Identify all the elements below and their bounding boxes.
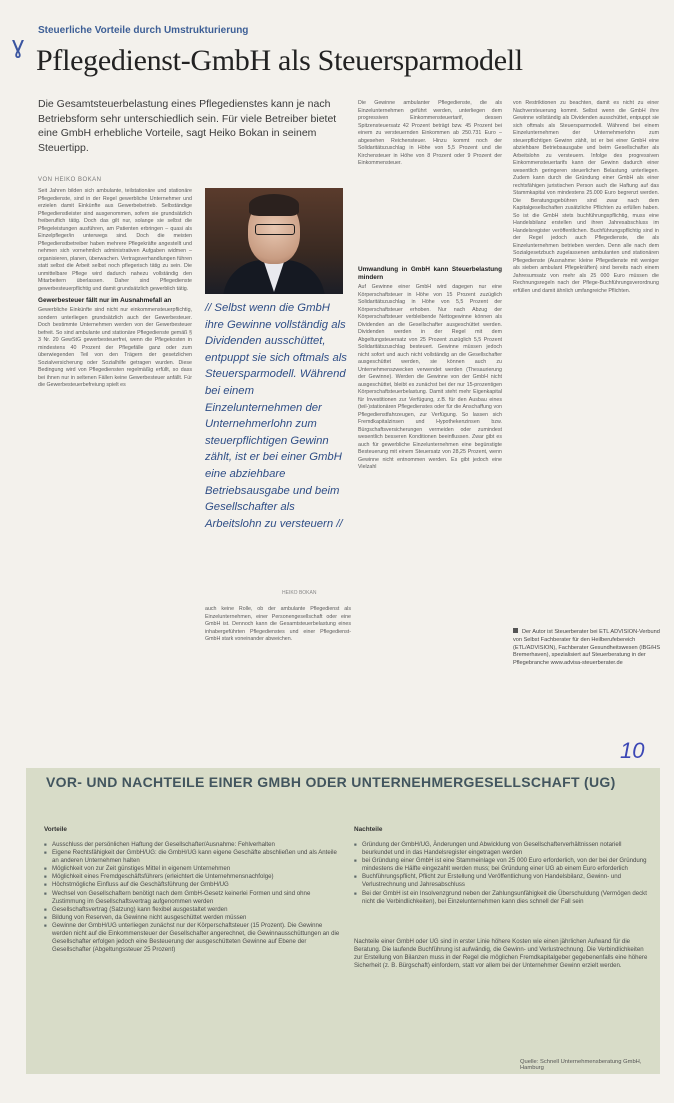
article-lead: Die Gesamtsteuerbelastung eines Pflegedienstes kann je nach Betriebsform sehr unterschiedlich sein. Für viele Betreiber bietet eine GmbH erhebliche Vorteile, sagt Heiko Bokan in seinem Steuertipp. bbox=[38, 98, 337, 154]
col1-paragraph: Seit Jahren bilden sich ambulante, teilstationäre und stationäre Pflegedienste, sind in der Regel gewerbliche Unternehmer und erzielen damit Einkünfte aus Gewerbebetrieb. Selbständige Pflegedienstleister sind ausgenommen, sofern sie grundsätzlich freiberuflich tätig. Doch das gilt nur, solange sie selbst die Pflegeleistungen ausführen, am Patienten erbringen – quasi als Einzelpfleger/in unterwegs sind. Doch die meisten Pflegedienstbetreiber haben mehrere Pflegekräfte angestellt und nehmen sich vornehmlich administrativen Aufgaben widmen – organisieren, planen, überwachen. Vertragsverhandlungen führen statt selbst die Arbeit selbst noch pflegerisch tätig zu sein. Die unmittelbare Pflege wird dadurch nahezu vollständig den Mitarbeitern überlassen. Daher sind Pflegedienste gewerbesteuerpflichtig und damit grundsätzlich gewerblich tätig. bbox=[38, 188, 192, 292]
cons-item: ■ Gründung der GmbH/UG, Änderungen und Abwicklung von Gesellschafterverhältnissen notariell beurkundet und in das Handelsregister eingetragen werden bbox=[354, 841, 650, 857]
kicker: Steuerliche Vorteile durch Umstrukturierung bbox=[38, 25, 249, 36]
box-source: Quelle: Schnell Unternehmensberatung GmbH, Hamburg bbox=[520, 1059, 642, 1071]
pros-item: ■ Gesellschaftsvertrag (Satzung) kann flexibel ausgestaltet werden bbox=[44, 906, 340, 914]
cons-list bbox=[354, 841, 650, 906]
pros-item: ■ Gewinne der GmbH/UG unterliegen zunächst nur der Körperschaftsteuer (15 Prozent). Die Gewinne werden nicht auf die Einkommensteuer der Gesellschafter angerechnet, die Gewinnausschüttungen an die Gesellschafter erfolgen jedoch eine Besteuerung der ausgeschütteten Gewinne auf Ebene der Gesellschafter (Abgeltungssteuer 25 Prozent) bbox=[44, 922, 340, 954]
col3-paragraph: Die Gewinne ambulanter Pflegedienste, die als Einzelunternehmen geführt werden, unterliegen dem progressiven Einkommensteuertarif, dessen Spitzensteuersatz 42 Prozent beträgt bzw. 45 Prozent bei einem zu versteuernden Einkommen ab 250.731 Euro – abgesehen Reichensteuer. Hinzu kommt noch der Solidaritätszuschlag in Höhe von 5,5 Prozent und die Kirchensteuer in Höhe von 8 Prozent oder 9 Prozent der Einkommensteuer. bbox=[358, 100, 502, 166]
col4-paragraph: von Restriktionen zu beachten, damit es nicht zu einer Nachversteuerung kommt. Selbst wenn die GmbH ihre Gewinne vollständig als Dividenden ausschüttet, entpuppt sie sich oftmals als Steuersparmodell. Während bei einem Einzelunternehmen der Unternehmerlohn zum steuerpflichtigen Gewinn zählt, ist er bei einer GmbH eine abziehbare Betriebsausgabe und beim Gesellschafter als Arbeitslohn zu versteuern. Infolge des progressiven Einkommensteuertarifs kann der Gewinn dadurch einer wesentlich geringeren steuerlichen Belastung unterliegen. Zudem kann durch die Gründung einer GmbH als einer rechtsfähigen juristischen Person auch die Haftung auf das Stammkapital von mindestens 25.000 Euro begrenzt werden. Die Beratungsgebühren sind zwar nach dem Kapitalgesellschaften zusätzliche Pflichten zu erfüllen haben. So ist die GmbH stets buchführungspflichtig, muss eine Handelsbilanz erstellen und ihren Jahresabschluss im Handelsregister veröffentlichen. Buchführungspflichtig sind in der Regel jedoch auch Pflegedienste, die als Einzelunternehmen betrieben werden. Denn alle nach dem Sozialgesetzbuch zugelassenen ambulanten und stationären Pflegedienste (Ausnahme: kleine Pflegedienste mit weniger als sieben ambulant Pflegekräften) sind bereits nach einem Jahresumsatz von mehr als 25 000 Euro müssen die Rechnungsregeln nach der Pflege-Buchführungsverordnung erfüllen und damit ähnlich umfangreiche Pflichten. bbox=[513, 100, 659, 294]
pros-heading: Vorteile bbox=[44, 826, 67, 833]
byline: VON HEIKO BOKAN bbox=[38, 177, 102, 183]
pros-cons-box bbox=[26, 768, 660, 1074]
col1-paragraph: Gewerbliche Einkünfte sind nicht nur einkommensteuerpflichtig, sondern unterliegen grundsätzlich auch der Gewerbesteuer. Doch bestimmte Unternehmen werden von der Gewerbesteuer befreit. So sind ambulante und stationäre Pflegedienste gemäß § 3 Nr. 20 GewStG gewerbesteuerfrei, wenn die Pflegekosten in mindestens 40 Prozent der Pflegefälle ganz oder zum überwiegenden Teil von den Trägern der gesetzlichen Sozialversicherung oder Sozialhilfe getragen wurden. Diese Bedingung wird von Pflegediensten regelmäßig erfüllt, so dass bei ihnen nur in seltenen Fällen keine Gewerbesteuer anfällt. Für die Gewerbesteuerbefreiung spielt es bbox=[38, 307, 192, 388]
bullet-square-icon bbox=[513, 628, 518, 633]
pros-item: ■ Höchstmögliche Einfluss auf die Geschäftsführung der GmbH/UG bbox=[44, 881, 340, 889]
pros-item: ■ Eigene Rechtsfähigkeit der GmbH/UG: die GmbH/UG kann eigene Geschäfte abschließen und als Anteile an anderen Unternehmen halten bbox=[44, 849, 340, 865]
handwritten-page-number: 10 bbox=[620, 738, 645, 763]
column-3-top bbox=[358, 100, 502, 258]
pros-item: ■ Bildung von Reserven, da Gewinne nicht ausgeschüttet werden müssen bbox=[44, 914, 340, 922]
pros-item: ■ Wechsel von Gesellschaftern benötigt nach dem GmbH-Gesetz keinerlei Formen und sind ohne Zustimmung im Gesellschaftsvertrag aufgenommen werden bbox=[44, 890, 340, 906]
quote-source: HEIKO BOKAN bbox=[282, 590, 317, 596]
pros-list bbox=[44, 841, 340, 954]
cons-item: ■ bei Gründung einer GmbH ist eine Stammeinlage von 25 000 Euro erforderlich, von der bei der Gründung mindestens die Hälfte eingezahlt werden muss; bei Gründung einer UG ab einem Euro erforderlich bbox=[354, 857, 650, 873]
pros-item: ■ Ausschluss der persönlichen Haftung der Gesellschafter/Ausnahme: Fehlverhalten bbox=[44, 841, 340, 849]
article-title: Pflegedienst-GmbH als Steuersparmodell bbox=[36, 44, 523, 77]
col3-paragraph: Auf Gewinne einer GmbH wird dagegen nur eine Körperschaftsteuer in Höhe von 15 Prozent zuzüglich Solidaritätszuschlag in Höhe von 5,5 Prozent der Körperschaftsteuer erhoben. Nur nach Abzug der Körperschaftsteuer verbleibende Nettogewinne können als Dividenden an die Gesellschafter ausgeschüttet werden. Dividenden werden in der Regel mit dem Abgeltungsteuersatz von 25 Prozent zuzüglich 5,5 Prozent Solidaritätszuschlag besteuert. Gewinne müssen jedoch nicht sofort und auch nicht vollständig an die Gesellschafter ausgeschüttet werden, sie können auch zu Unternehmenszwecken verwendet werden (Thesaurierung der Gewinne). Werden die Gewinne von der GmbH nicht ausgeschüttet, bleibt es zunächst bei der nur 15-prozentigen Körperschaftsteuerbelastung. Damit steht mehr Eigenkapital für Investitionen zur Verfügung, z.B. für den Ausbau eines (teil-)stationären Pflegedienstes oder für die Anschaffung von Pflegedienstfahrzeugen, zur Verfügung. So lassen sich Fremdkapitalzinsen und Hypothekenzinsen bzw. Bürgschaftsversicherungen vermeiden oder zumindest wesentlich besseren Konditionen beeinflussen. Zwar gibt es auch für gewerbliche Einzelunternehmen eine begünstigte Besteuerung mit einem Steuersatz von 28,25 Prozent, wenn Gewinne nicht entnommen werden. Es gibt jedoch eine Vielzahl bbox=[358, 284, 502, 470]
col3-subheading: Umwandlung in GmbH kann Steuerbelastung mindern bbox=[358, 266, 502, 281]
col1-subheading: Gewerbesteuer fällt nur im Ausnahmefall an bbox=[38, 297, 172, 304]
col2-paragraph: auch keine Rolle, ob der ambulante Pflegedienst als Einzelunternehmen, einer Personengesellschaft oder eine GmbH ist. Dennoch kann die Gesamtsteuerbelastung eines inhabergeführten Pflegedienstes und einer Pflegedienst-GmbH stark voneinander abweichen. bbox=[205, 606, 351, 642]
cons-heading: Nachteile bbox=[354, 826, 383, 833]
cons-item: ■ Buchführungspflicht, Pflicht zur Erstellung und Veröffentlichung von Handelsbilanz, Gewinn- und Verlustrechnung und Jahresabschluss bbox=[354, 873, 650, 889]
box-title: VOR- UND NACHTEILE EINER GMBH ODER UNTERNEHMERGESELLSCHAFT (UG) bbox=[46, 774, 616, 790]
author-note bbox=[513, 628, 663, 668]
author-text: Der Autor ist Steuerberater bei ETL ADVISION-Verbund von Selbst Fachberater für den Heilberufebereich (ETL/ADVISION), Fachberater Gesundheitswesen (IBG/HS Bremerhaven), spezialisiert auf Steuerberatung in der Pflegebranche www.advisa-steuerberater.de bbox=[513, 629, 661, 667]
box-note: Nachteile einer GmbH oder UG sind in erster Linie höhere Kosten wie einen jährlichen Aufwand für die Beratung. Die laufende Buchführung ist aufwändig, die Gewinn- und Verlustrechnung. Die Verbindlichkeiten zur Erstellung von Bilanzen muss in der Regel die möglichen Fremdkapitalgeber gegebenenfalls eine höhere Sicherheit (z. B. Bürgschaft) einfordern, statt vor allem bei der Unternehmer Gewinn erzielt werden. bbox=[354, 938, 648, 970]
pull-quote: // Selbst wenn die GmbH ihre Gewinne vollständig als Dividenden ausschüttet, entpuppt sie sich oftmals als Steuersparmodell. Während bei einem Einzelunternehmen der Unternehmerlohn zum steuerpflichtigen Gewinn zählt, ist er bei einer GmbH eine abziehbare Betriebsausgabe und beim Gesellschafter als Arbeitslohn zu versteuern // bbox=[205, 302, 347, 530]
author-photo bbox=[205, 188, 343, 294]
handwritten-bracket: ɣ bbox=[12, 32, 25, 59]
column-4 bbox=[513, 100, 659, 620]
column-1 bbox=[38, 188, 192, 562]
pros-item: ■ Möglichkeit von zur Zeit günstiges Mittel in eigenem Unternehmen bbox=[44, 865, 340, 873]
pros-item: ■ Möglichkeit eines Fremdgeschäftsführers (erleichtert die Unternehmensnachfolge) bbox=[44, 873, 340, 881]
cons-item: ■ Bei der GmbH ist ein Insolvenzgrund neben der Zahlungsunfähigkeit die Überschuldung (Vermögen deckt nicht die Verbindlichkeiten), bei Einzelunternehmen kann dies schnell der Fall sein bbox=[354, 890, 650, 906]
column-3 bbox=[358, 262, 502, 714]
column-2-bottom bbox=[205, 606, 351, 714]
